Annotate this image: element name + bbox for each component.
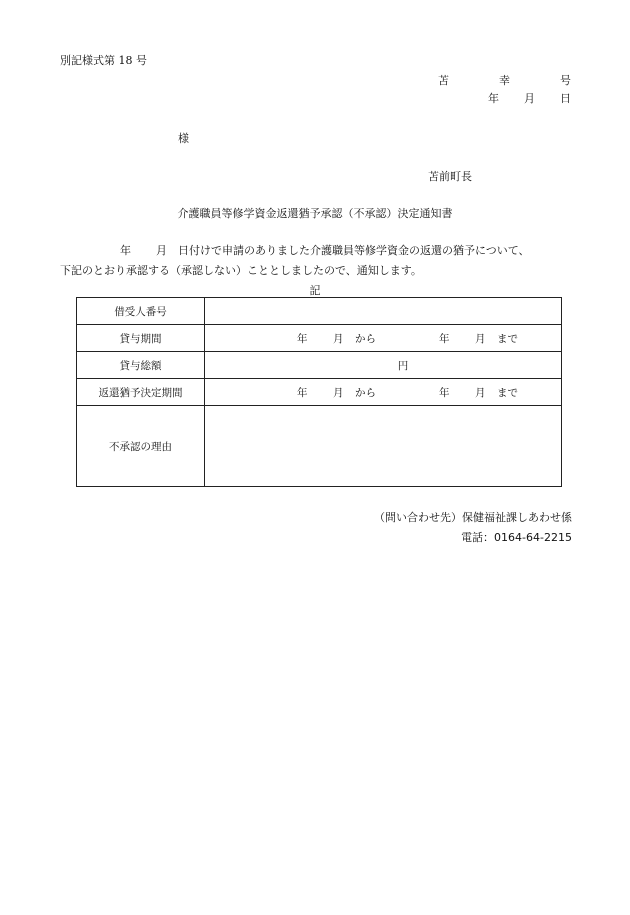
- document-title: 介護職員等修学資金返還猶予承認（不承認）決定通知書: [177, 207, 453, 220]
- deferral-to-year: 年: [439, 387, 450, 399]
- contact-info: （問い合わせ先）保健福祉課しあわせ係: [374, 511, 572, 524]
- deferral-from-year: 年: [297, 387, 308, 399]
- form-label: 別記様式第 18 号: [60, 54, 147, 67]
- details-table: [76, 297, 562, 487]
- ki-heading: 記: [309, 284, 321, 297]
- deferral-from-month: 月: [333, 387, 344, 399]
- rejection-reason-label: 不承認の理由: [77, 406, 205, 487]
- loan-period-value: [205, 325, 562, 352]
- reference-ko: 幸: [499, 74, 510, 87]
- recipient-suffix: 様: [178, 132, 189, 145]
- borrower-number-label: 借受人番号: [77, 298, 205, 325]
- phone-number: 電話：0164-64-2215: [461, 531, 572, 544]
- date-year: 年: [488, 92, 499, 105]
- rejection-reason-value: [205, 406, 562, 487]
- loan-period-from-month: 月: [333, 333, 344, 345]
- loan-total-label: 貸与総額: [77, 352, 205, 379]
- borrower-number-value: [205, 298, 562, 325]
- deferral-from: から: [355, 387, 376, 399]
- table-row-borrower-number: [77, 298, 562, 325]
- body-line-1-text: 日付けで申請のありました介護職員等修学資金の返還の猶予について、: [178, 244, 530, 257]
- deferral-until: まで: [497, 387, 518, 399]
- deferral-to-month: 月: [475, 387, 486, 399]
- reference-number: [438, 72, 572, 86]
- date-day: 日: [560, 92, 571, 105]
- deferral-period-value: [205, 379, 562, 406]
- loan-period-to-year: 年: [439, 333, 450, 345]
- reference-town: 苫: [438, 74, 449, 87]
- loan-period-from-year: 年: [297, 333, 308, 345]
- issue-date: [480, 90, 572, 104]
- table-row-rejection-reason: [77, 406, 562, 487]
- loan-period-label: 貸与期間: [77, 325, 205, 352]
- date-month: 月: [524, 92, 535, 105]
- deferral-period-label: 返還猶予決定期間: [77, 379, 205, 406]
- reference-go: 号: [560, 74, 571, 87]
- loan-period-from: から: [355, 333, 376, 345]
- table-row-loan-period: [77, 325, 562, 352]
- table-row-loan-total: [77, 352, 562, 379]
- loan-period-to-month: 月: [475, 333, 486, 345]
- issuer-name: 苫前町長: [428, 170, 472, 183]
- loan-total-yen: 円: [205, 352, 562, 379]
- table-row-deferral-period: [77, 379, 562, 406]
- body-line-2: 下記のとおり承認する（承認しない）こととしましたので、通知します。: [60, 264, 422, 277]
- loan-period-until: まで: [497, 333, 518, 345]
- body-month: 月: [156, 244, 167, 257]
- body-year: 年: [120, 244, 131, 257]
